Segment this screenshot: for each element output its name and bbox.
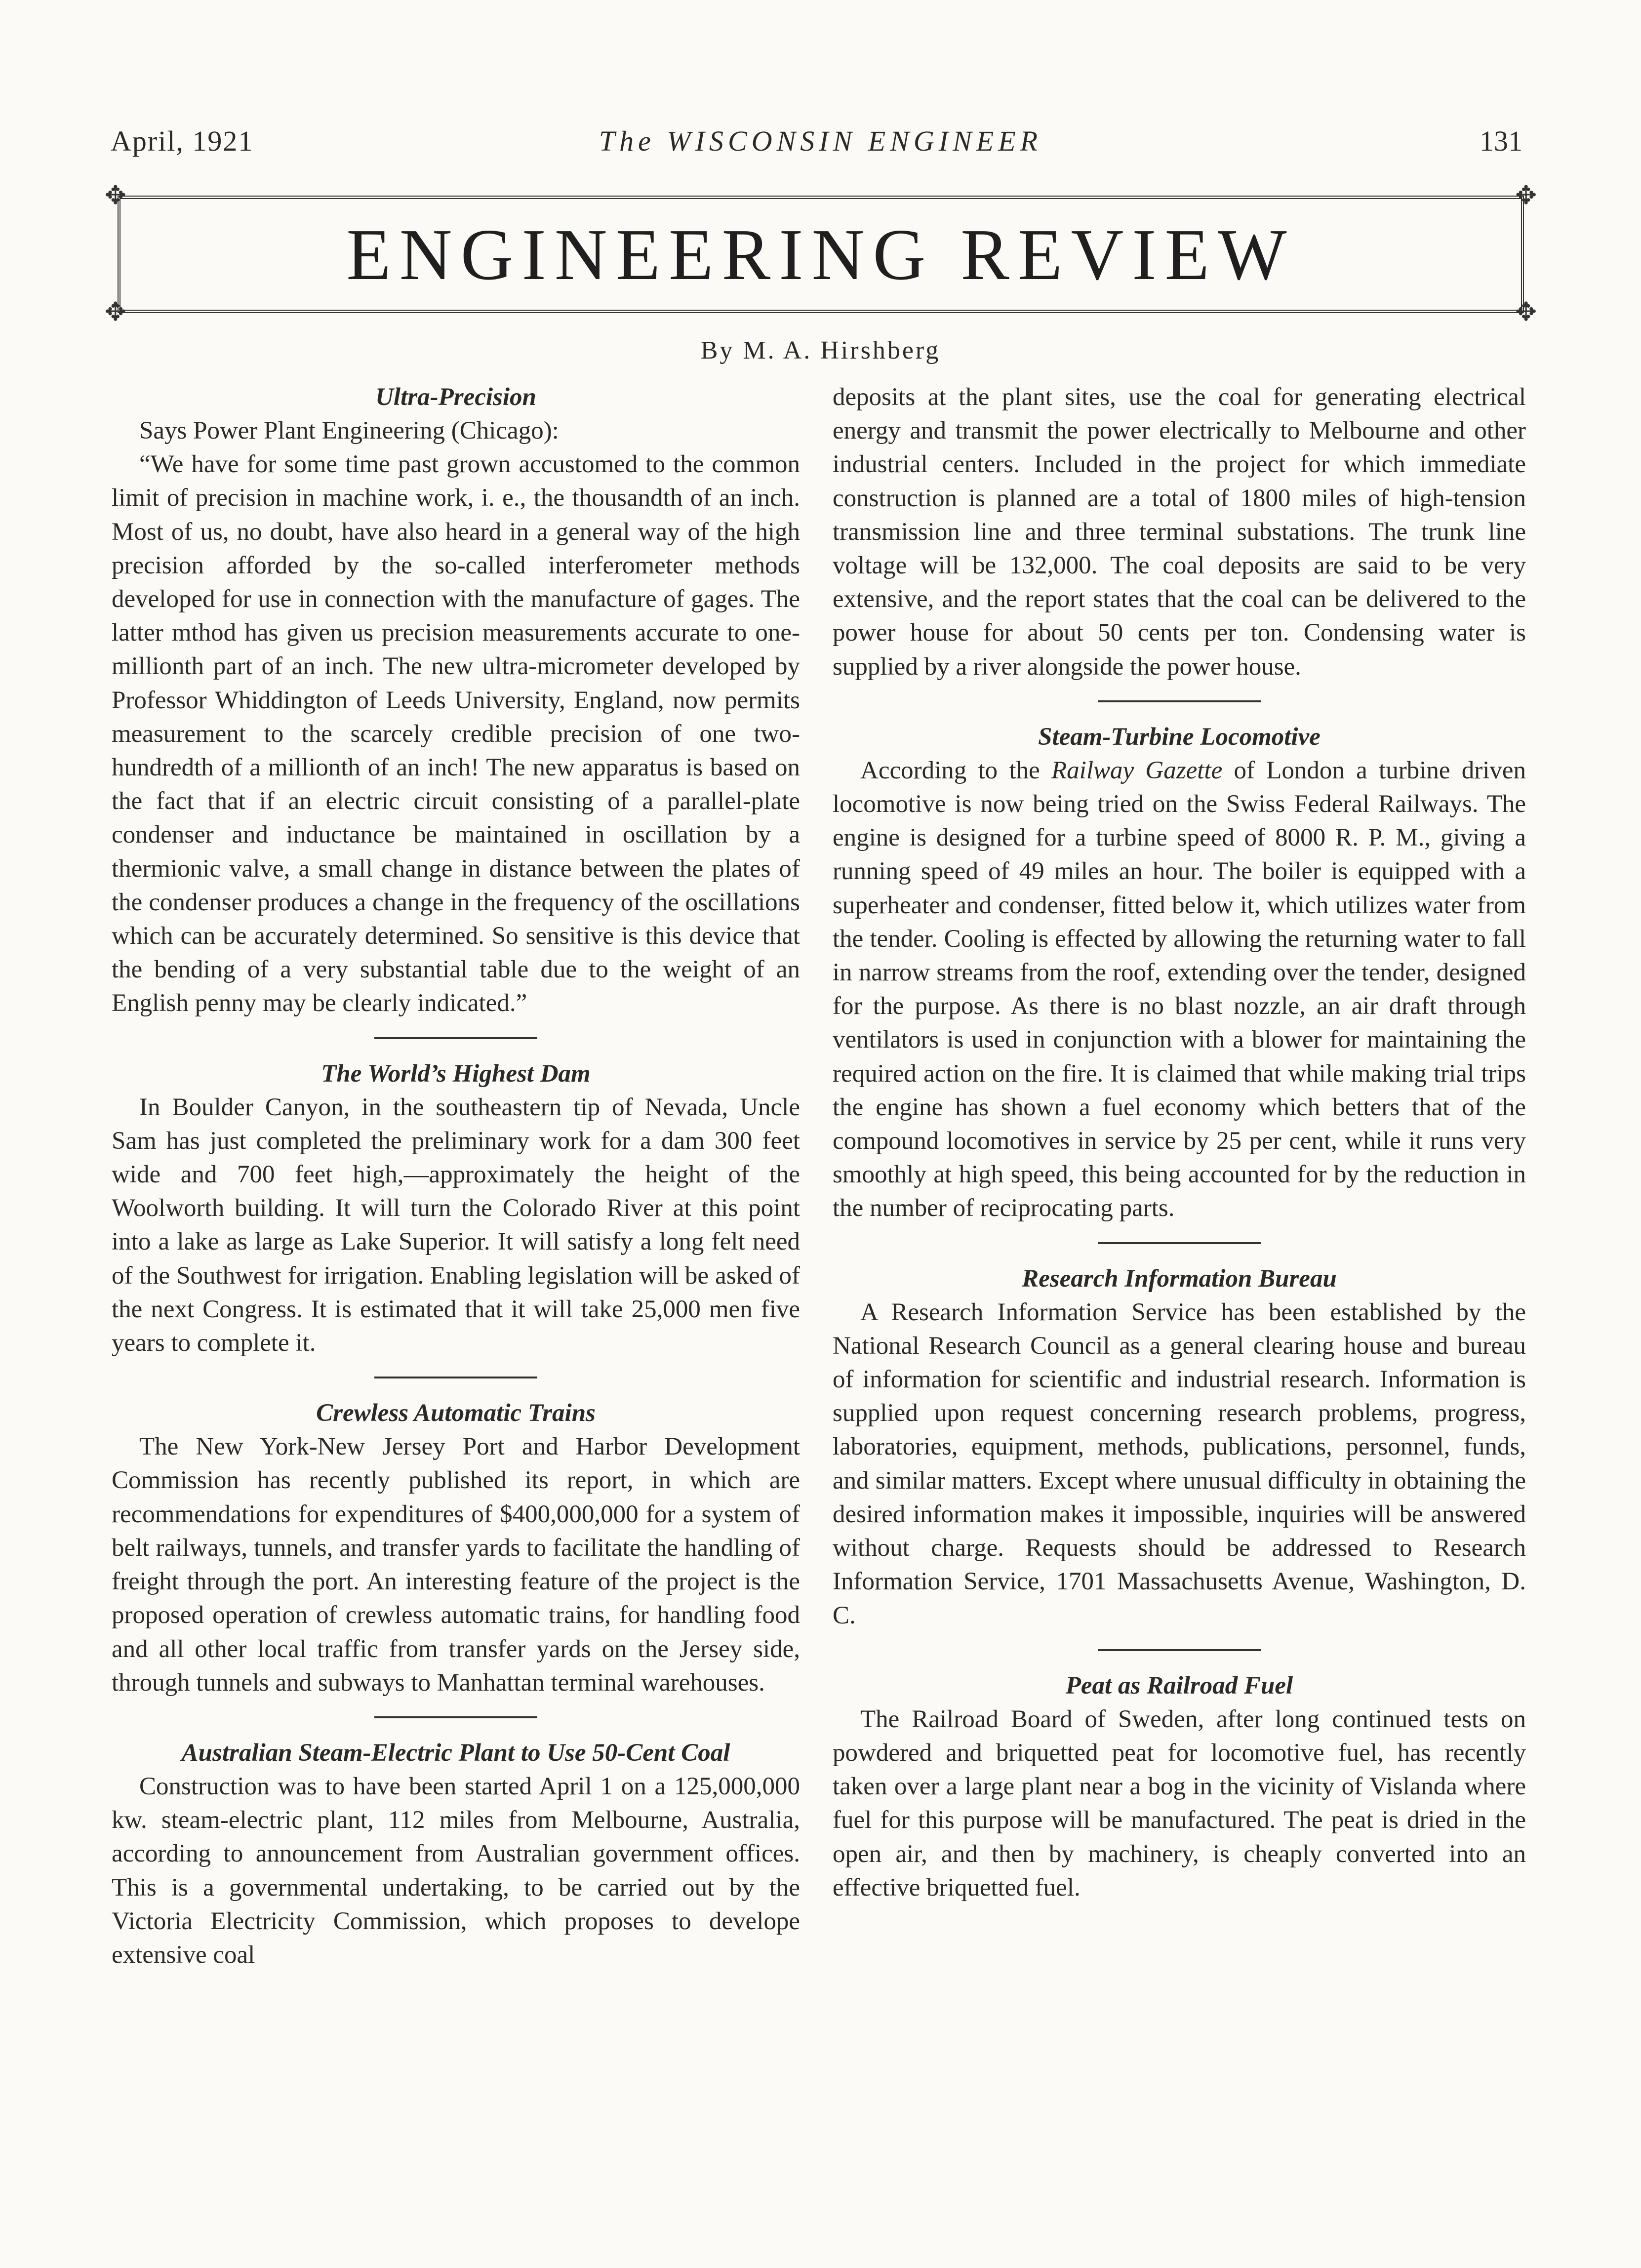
section-title-turbine-locomotive: Steam-Turbine Locomotive xyxy=(1038,723,1321,751)
corner-ornament-icon: ✥ xyxy=(1515,182,1537,210)
byline: By M. A. Hirshberg xyxy=(700,336,941,364)
section-title-highest-dam: The World’s Highest Dam xyxy=(321,1059,591,1088)
highest-dam-body: In Boulder Canyon, in the southeastern tip of Nevada, Uncle Sam has just completed the preliminary work for a dam 300 feet wide and 700 feet high,—approximately the height of the Woolworth building. It will turn the Colorado River at this point into a lake as large as Lake Superior. It will satisfy a long felt need of the Southwest for irrigation. Enabling legislation will be asked of the next Congress. It is estimated that it will take 25,000 men five years to complete it. xyxy=(112,1093,800,1357)
issue-date: April, 1921 xyxy=(111,125,254,157)
section-divider xyxy=(1098,700,1261,702)
right-column xyxy=(833,380,1526,1904)
section-title-ultra-precision: Ultra-Precision xyxy=(375,383,536,411)
corner-ornament-icon: ✥ xyxy=(1515,298,1537,326)
ultra-precision-body: “We have for some time past grown accustomed to the common limit of precision in machine work, i. e., the thousandth of an inch. Most of us, no doubt, have also heard in a general way of the high precision afforded by the so-called interferometer methods developed for use in connection with the manufacture of gages. The latter mthod has given us precision measurements accurate to one-millionth part of an inch. The new ultra-micrometer developed by Professor Whiddington of Leeds University, England, now permits measurement to the scarcely credible precision of one two-hundredth of a millionth of an inch! The new apparatus is based on the fact that if an electric circuit consisting of a parallel-plate condenser and inductance be maintained in oscillation by a thermionic valve, a small change in distance between the plates of the condenser produces a change in the frequency of the oscillations which can be accurately determined. So sensitive is this device that the bending of a very substantial table due to the weight of an English penny may be clearly indicated.” xyxy=(112,450,800,1017)
journal-title-prefix: The xyxy=(599,125,655,157)
journal-title-name: WISCONSIN ENGINEER xyxy=(667,125,1042,157)
journal-title xyxy=(0,124,1641,158)
peat-fuel-body: The Railroad Board of Sweden, after long continued tests on powdered and briquetted peat for locomotive fuel, has recently taken over a large plant near a bog in the vicinity of Vislanda where fuel for this purpose will be manufactured. The peat is dried in the open air, and then by machinery, is cheaply converted into an effective briquetted fuel. xyxy=(833,1705,1526,1902)
section-banner xyxy=(105,182,1537,326)
crewless-trains-body: The New York-New Jersey Port and Harbor Development Commission has recently published its report, in which are recommendations for expenditures of $400,000,000 for a system of belt railways, tunnels, and transfer yards to facilitate the handling of freight through the port. An interesting feature of the project is the proposed operation of crewless automatic trains, for handling food and all other local traffic from transfer yards on the Jersey side, through tunnels and subways to Manhattan terminal warehouses. xyxy=(112,1433,800,1697)
left-column xyxy=(112,380,800,1972)
section-title-australian-plant: Australian Steam-Electric Plant to Use 50-Cent Coal xyxy=(181,1739,730,1767)
turbine-locomotive-body xyxy=(833,754,1526,1225)
section-title-research-bureau: Research Information Bureau xyxy=(1022,1264,1337,1293)
publication-name: Railway Gazette xyxy=(1051,756,1223,784)
banner-title: ENGINEERING REVIEW xyxy=(346,214,1295,295)
page-number: 131 xyxy=(1480,125,1522,157)
section-divider xyxy=(1098,1242,1261,1244)
section-divider xyxy=(374,1716,537,1718)
turbine-intro: According to the xyxy=(860,756,1040,784)
section-divider xyxy=(374,1377,537,1378)
section-divider xyxy=(374,1037,537,1039)
section-title-crewless-trains: Crewless Automatic Trains xyxy=(316,1399,596,1427)
running-head xyxy=(0,124,1641,164)
ultra-precision-lead: Says Power Plant Engineering (Chicago): xyxy=(139,417,559,445)
section-divider xyxy=(1098,1649,1261,1651)
australian-plant-body-right: deposits at the plant sites, use the coal for generating electrical energy and transmit the power electrically to Melbourne and other industrial centers. Included in the project for which immediate construction is planned are a total of 1800 miles of high-tension transmission line and three terminal substations. The trunk line voltage will be 132,000. The coal deposits are said to be very extensive, and the report states that the coal can be delivered to the power house for about 50 cents per ton. Condensing water is supplied by a river alongside the power house. xyxy=(833,383,1526,681)
corner-ornament-icon: ✥ xyxy=(105,298,126,326)
section-title-peat-fuel: Peat as Railroad Fuel xyxy=(1065,1671,1293,1700)
research-bureau-body: A Research Information Service has been established by the National Research Council as a general clearing house and bureau of information for scientific and industrial research. Information is supplied upon request concerning research problems, progress, laboratories, equipment, methods, publications, personnel, funds, and similar matters. Except where unusual difficulty in obtaining the desired information makes it impossible, inquiries will be answered without charge. Requests should be addressed to Research Information Service, 1701 Massachusetts Avenue, Washington, D. C. xyxy=(833,1298,1526,1629)
corner-ornament-icon: ✥ xyxy=(105,182,126,210)
turbine-text: of London a turbine driven locomotive is now being tried on the Swiss Federal Railways. The engine is designed for a turbine speed of 8000 R. P. M., giving a running speed of 49 miles an hour. The boiler is equipped with a superheater and condenser, fitted below it, which utilizes water from the tender. Cooling is effected by allowing the returning water to fall in narrow streams from the roof, extending over the tender, designed for the purpose. As there is no blast nozzle, an air draft through ventilators is used in conjunction with a blower for maintaining the required action on the fire. It is claimed that while making trial trips the engine has shown a fuel economy which betters that of the compound locomotives in service by 25 per cent, while it runs very smoothly at high speed, this being accounted for by the reduction in the number of reciprocating parts. xyxy=(833,756,1526,1222)
australian-plant-body-left: Construction was to have been started April 1 on a 125,000,000 kw. steam-electric plant, 112 miles from Melbourne, Australia, according to announcement from Australian government offices. This is a governmental undertaking, to be carried out by the Victoria Electricity Commission, which proposes to develope extensive coal xyxy=(112,1772,800,1969)
